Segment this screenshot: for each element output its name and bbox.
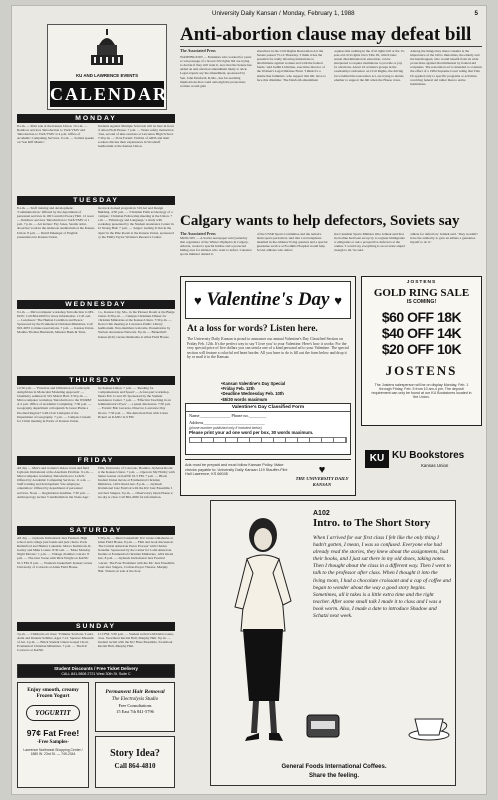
heart-icon: ♥	[194, 293, 202, 308]
discount-line: CALL 841-9808 2721 West 30th St. Suite C	[61, 672, 131, 676]
day-entries-saturday	[17, 536, 175, 620]
hair-line2: The Electrolysis Studio	[111, 697, 159, 702]
valentine-form	[185, 403, 351, 455]
hair-removal-ad	[95, 682, 175, 732]
coffee-cup-icon	[407, 707, 451, 741]
day-entries-wednesday	[17, 310, 175, 374]
day-entries-monday	[17, 124, 175, 194]
calendar-section	[17, 24, 175, 790]
valentine-banner-text: Valentine's Day	[206, 289, 330, 310]
valentine-headline: At a loss for words? Listen here.	[187, 324, 318, 334]
yogurt-headline: Enjoy smooth, creamy Frozen Yogurt	[27, 687, 79, 700]
day-entries-col: 91.5 FM. 3:30 p.m. — Student recital with Debra Gann, oboe. Swarthout Recital Hall, Murphy Hall. 8 p.m. — Student recital with the KU Flute Ensemble. Swarthout Recital Hall, Murphy Hall.	[97, 632, 174, 649]
article-col: athlete for defection,' Jelinek said. 'They wouldn't have the authority to give an athlete a guarantee myself to do it.'	[410, 232, 478, 245]
bookstore-name: KU Bookstores	[392, 450, 465, 461]
story-course: A102	[313, 510, 330, 517]
student-discount-ad	[17, 664, 175, 678]
day-entries-tuesday	[17, 206, 175, 298]
woman-illustration	[221, 511, 303, 747]
story-body: When I arrived for our first class I felt like the only thing I hadn't gotten, I mean, I was so confused. Everyone else had already read the stories, they knew about the assignments, had their books, and I just sat there in my old shoes, taking notes. Then I thought about the class in a different way. Then I went to talk to the professor after class. When I thought it into the living room, I had a chocolate croissant and a cup of coffee and began to wonder about the way a good story begins. Sometimes, all it takes is a little extra time and the right teacher. After some small talk I made it to class and I was a book worm. Also, I made a date to introduce Shadow and Schatzi next week.	[313, 535, 451, 620]
masthead-line: KU AND LAWRENCE EVENTS	[75, 73, 139, 78]
bullet-item: •Deadline Wednesday Feb. 10th	[221, 391, 284, 397]
discount-title: Student Discounts / Free Ticket Delivery	[54, 666, 138, 671]
form-title: Valentine's Day Classified Form	[186, 404, 350, 412]
short-story-ad	[210, 500, 456, 786]
jostens-brand-top: JOSTENS	[406, 280, 437, 285]
day-entries-col: Students Against Multiple Sclerosis will be here in front of Allen Field House. 7 p.m. — Water safety instruction class, second of nine sessions at Lawrence High School. 7:30 p.m. — SUA Forum: Victims of AIDS and their workers discuss their experiences in Woodruff Auditorium at the Kansas Union.	[97, 124, 174, 149]
price-row: $60 OFF 18K	[381, 309, 462, 325]
hair-phones: 15 East 7th 841-5796	[116, 709, 154, 714]
valentine-body: The University Daily Kansan is proud to announce our annual Valentine's Day Classified Section on Friday Feb. 12th. It's the perfect way to say 'I love you' to your Valentine. Here's how it works: For the very special price of five dollars you can send a one of a kind personal ad to your Valentine. The special section will feature a colorful red heart border. All you have to do is fill out the form below and drop it by or mail it to the Kansan.	[187, 337, 349, 360]
story-tagline: Share the feeling.	[308, 773, 359, 779]
story-title: Intro. to The Short Story	[313, 517, 431, 529]
form-phone-label: Phone no.	[231, 413, 249, 418]
jostens-ad	[361, 276, 482, 426]
day-entries-col: All day — Jayhawk Invitational Jazz Festival. High school and college jazz bands and jazz choirs. Paris Rutherford and Hamel, Lakeside. Marco Kullstrom, R. Gentry and Mike Lorenz. 8:30 a.m. — 'More Monday Night Movies.' 1 p.m. — Vintage chamber concert. 8 p.m. — The Jazz Scene with Dick Wright on KANU 91.5 FM. 8 p.m. — Women's basketball: Kansas versus University of Colorado at Allen Field House.	[17, 536, 93, 569]
article-col	[180, 49, 252, 207]
day-bar-monday: MONDAY	[17, 114, 175, 123]
bullet-item: •Kansan Valentine's Day Special	[221, 381, 286, 386]
day-bar-thursday: THURSDAY	[17, 376, 175, 385]
article-col: requires that nothing in the civil rights bill or the 15-year-old civil rights law's Title IX, which bans sexual discrimination in education, can be interpreted to require institutions to provide or pay for abortions. About 16 women's groups in the Leadership Conference on Civil Rights, the driving force behind the restoration act, are trying to decide whether to support the bill when the House votes.	[333, 49, 405, 82]
day-entries-col: All day — Men's and women's indoor track and field Jayhawk Invitational at the Anschutz Pavilion. 9 a.m. — Microcomputer workshop 'Introduction to LaTeX.' Offered by Academic Computing Services. 11 a.m. — Staff training and development 'Use employee orientation.' Offered by department of personnel services. Noon — Registration deadline. 7:30 p.m. — Anthropology lecture 'Cannibalism in the Stone Age.'	[17, 466, 94, 499]
valentine-footer	[185, 459, 351, 493]
day-entries-col: the Kansas Union. 7 p.m. — 'Reading for Comprehension and Speed' — A four-part workshop. Meets Feb 11 and 18. Sponsored by the Student Assistance Center. 7 p.m. — 'Effective Teaching in an Administrator's Eyes' — a panel discussion. 7:30 p.m. — Forum: Bob Gavazza, Director, Lawrence Day Shows. 7:30 p.m. — The American Past with Carter Pickett on KANU in 9 FM.	[97, 386, 171, 419]
bookstore-sub: Kansas Union	[421, 463, 449, 468]
antiabortion-headline: Anti-abortion clause may defeat bill	[180, 24, 482, 47]
calendar-ads	[17, 664, 175, 790]
day-entries-col: 3:30 p.m. — Men's basketball: KU versus Oklahoma at Allen Field House. 8 p.m. — Film and book discussion: 'The Central American Peace Process' with Charles Stansifer. Sponsored by the Center for Latin American Studies at Ecumenical Christian Ministries, 1204 Oread Ave. 8 p.m. — Jayhawk Invitational Jazz Festival concert. The Four Freshmen with the KU Jazz Ensemble I and Jazz Singers, Crafton-Preyer Theatre, Murphy Hall. Tickets on sale at the door.	[97, 536, 175, 573]
day-bar-tuesday: TUESDAY	[17, 196, 175, 205]
article-text: MOSCOW — A Soviet newspaper said yesterday that organizers of the Winter Olympics in Calgary, Alberta, created a special hotline and a protected hiding area for athletes who want to defect. Canada's sports minister denied it.	[180, 236, 252, 257]
valentine-banner	[185, 281, 351, 319]
day-bar-friday: FRIDAY	[17, 456, 175, 465]
calgary-byline: The Associated Press	[180, 232, 216, 236]
form-print-instruction: Please print your ad one word per box, 30 words maximum.	[189, 430, 314, 436]
kansan-logo-text: THE UNIVERSITY DAILY KANSAN	[295, 476, 349, 487]
kansan-logo	[293, 464, 351, 488]
article-col: elsewhere in the Civil Rights Restoration Act the Senate passed 75-14 Thursday. 'I think it has the potential for really allowing institutions to discriminate against women and with the federal funds,' said Judith Lichtman, executive director of the Women's Legal Defense Fund. 'I think it's a shame that feminists, who support this bill, have to face this dilemma.' The Danforth amendment	[256, 49, 326, 82]
antiabortion-article	[180, 49, 482, 207]
hair-line3: Free Consultations	[118, 703, 152, 708]
heart-icon: ♥	[334, 293, 342, 308]
jostens-logo: JOSTENS	[385, 363, 458, 378]
day-entries-sunday	[17, 632, 175, 660]
frozen-yogurt-ad	[17, 682, 89, 788]
day-bar-sunday: SUNDAY	[17, 622, 175, 631]
story-idea-line: Call 864-4810	[114, 762, 156, 770]
coffee-tin-icon	[303, 711, 343, 741]
day-entries-col: 12:30 p.m. — 'Function and Utilization of Carboxylic Anhydrides in Molecular Modeling Approach' — Chemistry seminar in 501 Malott Hall. 3:30 p.m. — Microcomputer workshop 'Introduction to the WORM' at 4 p.m. Office of Academic Computing. 7:30 p.m. — Geography department colloquium 'Is Great Plains a Doomed Region?' with Clair Lindquist of the Department of Geography. 7 p.m. — Campus Crusade for Christ meeting in Parlor of Kansas Union.	[17, 386, 92, 423]
valentine-footer-left: Ads must be prepaid and must follow Kansan Policy. Make checks payable to: University Daily Kansan 119 Stauffer-Flint Hall Lawrence, KS 66045	[185, 463, 288, 477]
bullet-item: •$5/30 words maximum	[221, 396, 268, 402]
page-number: 5	[474, 10, 478, 17]
calendar-masthead	[47, 24, 167, 110]
jostens-prices	[362, 309, 481, 357]
day-entries-col: 8 a.m. — Staff training and development: 'Communication.' Offered by the department of personnel services in 100 Carruth O'Leary Hall. 12 noon — Rainbow services 'Introduction to VAX/VMS' at 1 p.m. 7 p.m. — Art lecture: Fay Jones, Seattle artist, about her work in the Alderson Auditorium at the Kansas Union. 8 p.m. — David Pakenger of English presentation in Kansas Union.	[17, 206, 95, 239]
valentine-ad	[180, 276, 356, 496]
price-row: $20 OFF 10K	[381, 341, 462, 357]
article-col: Among the things they must consider is the importance of the bill to minorities, the elderly and the handicapped, who would benefit from its wide protections against discrimination by federal-aid recipients. The restoration act is intended to overturn the effect of a 1984 Supreme Court ruling that Title IX applied only to specific programs or activities receiving federal aid rather than to entire institutions.	[410, 49, 482, 86]
valentine-bullets	[221, 381, 331, 402]
calendar-title: CALENDAR	[50, 81, 164, 107]
calgary-headline: Calgary wants to help defectors, Soviets say	[180, 213, 460, 229]
story-idea-ad	[95, 736, 175, 788]
yogurt-address: Lawrence Northwest Shopping Center / 1880 W. 23rd St. — 749-2344	[23, 747, 83, 756]
running-head-text: University Daily Kansan / Monday, February 1, 1988	[212, 10, 355, 17]
dome-icon	[87, 29, 127, 67]
day-entries-col: 8 a.m. — Print sale at the Kansas Union. 10 a.m. — Rainbow services 'Introduction to VAX/VMS' and 'Introduction to VAX/VMS' at 4 p.m. Office of Academic Computing Services. 9 a.m. — Soltani speaks on 'Son Riff Musiic.'	[17, 124, 94, 145]
day-entries-col: the truck docked program in 319 Art and Design Building. 4:30 p.m. — 'Christian Faith as Ideology of a Campus.' Christian Fellowship meeting at the Union. 7 p.m. — 'Ethnology and Language,' a study with workshop presented by the Student Assistance Center in 22 Strong Hall. 7 p.m. — 'Anger: Getting It Out in the Open' in the Pine Room at the Kansas Union, sponsored by the Emily Taylor Women's Resource Center.	[97, 206, 174, 239]
antiabortion-byline: The Associated Press	[180, 49, 216, 53]
day-entries-col: Co., Kansas City, Mo., in the Pioneer Room at the Burge Union. 6:30 p.m. — Campus Christians Dinner for Christian Ministries at the Kansas Union. 7:30 p.m. — Sierra Club meeting at Lawrence Public Library Auditorium. Non-members welcome. Presentation by Nuclear Awareness Network. 8 p.m. — Basketball: Kansas (KU) versus Oklahoma at Allen Field House.	[97, 310, 175, 339]
day-entries-friday	[17, 466, 175, 524]
form-address-label: Address	[189, 420, 204, 425]
day-bar-saturday: SATURDAY	[17, 526, 175, 535]
ku-logo-icon: KU	[365, 450, 389, 468]
bullet-item: •Friday Feb. 12th	[221, 386, 255, 392]
ku-bookstores-ad	[361, 432, 482, 495]
form-name-row[interactable]: Name______________ Phone no.________	[189, 413, 267, 418]
yogurt-note: -Free Samples-	[37, 739, 69, 745]
jostens-note: The Jostens salesperson will be on display Monday, Feb. 1 through Friday, Feb. 5 from 10 am-4 pm. The deposit requirement can only be found at our KU Bookstores located in the Union.	[371, 383, 472, 400]
form-address-row[interactable]: Address____________________________	[189, 420, 265, 425]
form-name-label: Name	[189, 413, 200, 418]
running-head	[12, 10, 486, 22]
jostens-sub: IS COMING!	[406, 299, 437, 305]
form-word-boxes[interactable]	[189, 437, 347, 443]
story-idea-headline: Story Idea?	[110, 748, 160, 759]
price-row: $40 OFF 14K	[381, 325, 462, 341]
heart-icon: ♥	[318, 464, 326, 476]
day-entries-col: 9 a.m. — Microcomputer workshop 'Introduction to MS-DOS.' Call 864-0200 for more information. 11:45 a.m. — Luncheon: 'The Human Condition and Peace.' Sponsored by the Ecumenical Christian Ministries. Call 843-4933 to make reservations. 7 p.m. — Kansas Union. Monika Thomas Burnstein, Mission Bank & Trust.	[17, 310, 95, 335]
calgary-article	[180, 232, 482, 275]
yogurt-brand: YOGURTIT	[26, 705, 80, 721]
jostens-headline: GOLD RING SALE	[373, 287, 470, 299]
article-col	[180, 232, 252, 275]
day-entries-thursday	[17, 386, 175, 454]
form-note: (phone number published only if included below)	[189, 426, 262, 430]
yogurt-price: 97¢ Fat Free!	[26, 727, 80, 738]
hair-headline: Permanent Hair Removal	[105, 689, 165, 695]
day-entries-col: 3 p.m. — Children's art class: 'Trimmer Sections.' Laura Avila and Daniela Schiller. Ages 7-12. Spencer Museum of Art. 4 p.m. — Black Student Union Gospel Choir, Ecumenical Christian Ministries. 7 p.m. — The KU Concerto at KANU.	[17, 632, 94, 653]
day-entries-col: Villa, University of Colorado, Boulder, Jayhawk Room at the Kansas Union. 7 p.m. — Opera in My Hobby with James Gaston on KANU 91.5 FM. 7 p.m. — Black Student Union movie at Ecumenical Christian Ministries, 1204 Oread Ave. 8 p.m. — Jayhawk Invitational Jazz Festival with the KU Jazz Ensemble I and Jazz Singers. 9 p.m. — Observatory Open House 2, the sky is clear. Call 864-4566 for information.	[97, 466, 175, 499]
article-text: WASHINGTON — Feminists who worked for years to win passage of a broad civil rights bill are trying to decide if they still want it, now that the Senate has added an anti-abortion amendment likely to stick. Legal experts say the amendment, sponsored by Sen. John Danforth, R-Mo., has far-reaching implications that could outweigh the protections women would gain	[180, 55, 252, 88]
article-col: that Canadian Sports Minister Otto Jelinek said that the hotline had been set up by to register immigrants or emigrants or ask a prospective defectors at the Games. 'I would say everything is an accurate stupid enough to all,' he said.	[333, 232, 405, 253]
newspaper-page	[12, 6, 486, 794]
day-bar-wednesday: WEDNESDAY	[17, 300, 175, 309]
article-col: of the USSR Sports Committee and the nation's main sports periodical, said that a red telephone installed in the athletes' living quarters and a special guarantee service at Foothills Hospital would help Soviet athletes who defect.	[256, 232, 328, 253]
story-product-line: General Foods International Coffees.	[281, 764, 387, 770]
